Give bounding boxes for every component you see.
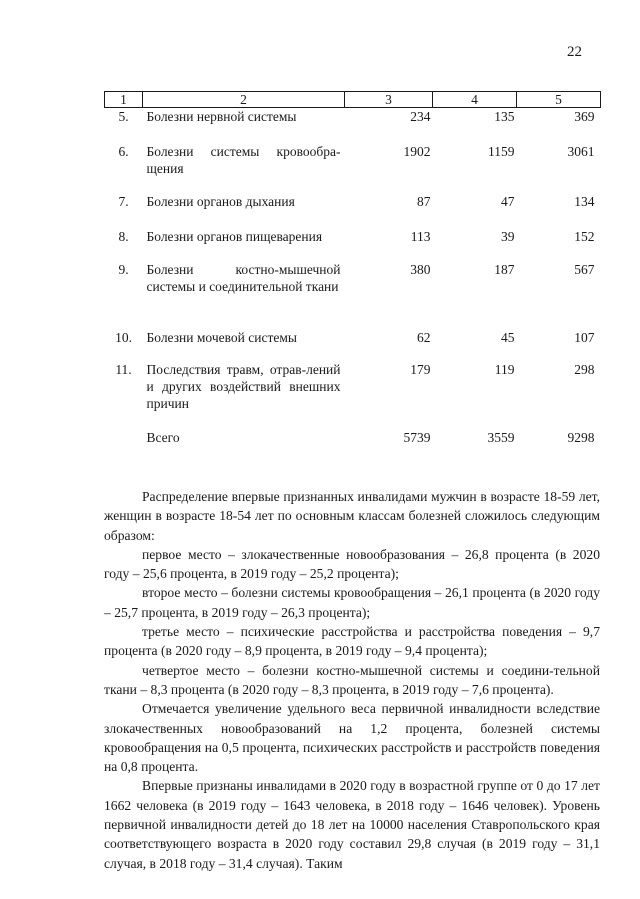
value-col5: 567 [574, 261, 595, 277]
value-col5: 3061 [567, 143, 595, 159]
value-col4: 135 [494, 109, 515, 124]
paragraph: Впервые признаны инвалидами в 2020 году в возрастной группе от 0 до 17 лет 1662 человека (в 2019 году – 1643 человека, в 2018 году – 1646 человек). Уровень первичной инвалидности детей до 18 лет на 10000 населения Ставропольского края соответствующего возраста в 2020 году составил 29,8 случая (в 2019 году – 31,1 случая, в 2018 году – 31,4 случая). Таким [104, 778, 600, 871]
row-number: 10. [115, 329, 132, 345]
table-total-row [105, 429, 601, 449]
paragraph: Отмечается увеличение удельного веса первичной инвалидности вследствие злокачественных новообразований на 1,2 процента, болезней системы кровообращения на 0,5 процента, психических расстройств и расстройств поведения на 0,8 процента. [104, 701, 600, 775]
disease-name: Болезни органов дыхания [146, 193, 295, 209]
row-number: 8. [118, 228, 129, 244]
disease-name: Болезни костно-мышечной системы и соединительной ткани [146, 261, 341, 294]
value-col5: 298 [574, 361, 595, 377]
page-number: 22 [567, 44, 582, 60]
row-number [105, 429, 143, 449]
value-col5: 107 [574, 329, 595, 345]
paragraph: третье место – психические расстройства и расстройства поведения – 9,7 процента (в 2020 году – 8,9 процента, в 2019 году – 9,4 процента); [104, 624, 600, 659]
disease-name: Болезни нервной системы [146, 109, 297, 124]
header-cell: 3 [345, 92, 433, 108]
disease-name: Болезни мочевой системы [146, 329, 297, 345]
disease-table [104, 91, 601, 449]
value-col5: 9298 [567, 429, 595, 445]
row-number: 6. [118, 143, 129, 159]
table-row [105, 193, 601, 228]
value-col5: 134 [574, 193, 595, 209]
row-number: 11. [115, 361, 132, 377]
paragraph: первое место – злокачественные новообразования – 26,8 процента (в 2020 году – 25,6 процента, в 2019 году – 25,2 процента); [104, 546, 600, 582]
paragraph: четвертое место – болезни костно-мышечной системы и соедини-тельной ткани – 8,3 процента (в 2020 году – 8,3 процента, в 2019 году – 7,6 процента). [104, 662, 600, 697]
table-row [105, 261, 601, 329]
value-col3: 62 [417, 329, 431, 345]
header-cell: 1 [105, 92, 143, 108]
value-col3: 113 [410, 228, 431, 244]
value-col3: 1902 [403, 143, 431, 159]
value-col4: 39 [501, 228, 515, 244]
paragraph: Распределение впервые признанных инвалидами мужчин в возрасте 18-59 лет, женщин в возрасте 18-54 лет по основным классам болезней сложилось следующим образом: [104, 489, 600, 543]
value-col4: 119 [494, 361, 515, 377]
disease-name: Последствия травм, отрав-лений и других воздействий внешних причин [146, 361, 341, 411]
body-text [104, 487, 600, 873]
table-row [105, 143, 601, 193]
value-col3: 234 [410, 109, 431, 124]
table-row [105, 329, 601, 361]
disease-name: Болезни органов пищеварения [146, 228, 323, 244]
value-col5: 152 [574, 228, 595, 244]
value-col4: 1159 [488, 143, 515, 159]
row-number: 7. [118, 193, 129, 209]
table-row [105, 108, 601, 143]
header-cell: 5 [517, 92, 601, 108]
header-cell: 2 [143, 92, 345, 108]
header-cell: 4 [433, 92, 517, 108]
disease-name: Болезни системы кровообра-щения [146, 143, 341, 176]
table-row [105, 361, 601, 429]
row-number: 9. [118, 261, 129, 277]
table-header-row [105, 92, 601, 108]
paragraph: второе место – болезни системы кровообращения – 26,1 процента (в 2020 году – 25,7 процента, в 2019 году – 26,3 процента); [104, 585, 600, 620]
table-row [105, 228, 601, 261]
row-number: 5. [118, 109, 129, 124]
value-col3: 87 [417, 193, 431, 209]
value-col3: 5739 [403, 429, 431, 445]
value-col4: 187 [494, 261, 515, 277]
value-col3: 380 [410, 261, 431, 277]
disease-name: Всего [146, 429, 180, 445]
value-col4: 47 [501, 193, 515, 209]
value-col3: 179 [410, 361, 431, 377]
value-col5: 369 [574, 109, 595, 124]
value-col4: 3559 [487, 429, 515, 445]
value-col4: 45 [501, 329, 515, 345]
